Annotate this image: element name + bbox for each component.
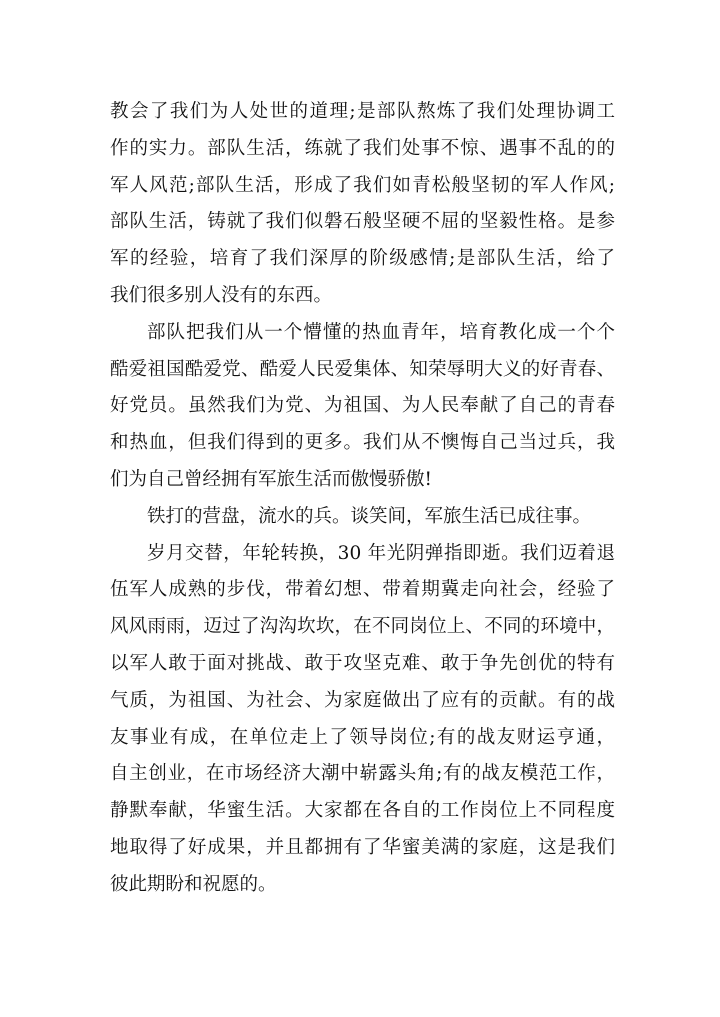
text-line: 军的经验，培育了我们深厚的阶级感情;是部队生活，给了 bbox=[110, 248, 615, 270]
text-line: 我们很多别人没有的东西。 bbox=[110, 284, 333, 306]
text-line: 铁打的营盘，流水的兵。谈笑间，军旅生活已成往事。 bbox=[147, 505, 592, 527]
text-line: 部队把我们从一个懵懂的热血青年，培育教化成一个个 bbox=[147, 321, 615, 343]
text-line: 伍军人成熟的步伐，带着幻想、带着期冀走向社会，经验了 bbox=[110, 579, 615, 601]
text-line: 风风雨雨，迈过了沟沟坎坎，在不同岗位上、不同的环境中， bbox=[110, 616, 615, 638]
document-body bbox=[110, 94, 615, 904]
text-line: 部队生活，铸就了我们似磐石般坚硬不屈的坚毅性格。是参 bbox=[110, 211, 615, 233]
text-line: 岁月交替，年轮转换，30 年光阴弹指即逝。我们迈着退 bbox=[147, 542, 615, 564]
text-line: 和热血，但我们得到的更多。我们从不懊悔自己当过兵，我 bbox=[110, 432, 615, 454]
text-line: 作的实力。部队生活，练就了我们处事不惊、遇事不乱的的 bbox=[110, 137, 615, 159]
paragraph-4 bbox=[110, 536, 615, 904]
text-line: 好党员。虽然我们为党、为祖国、为人民奉献了自己的青春 bbox=[110, 395, 615, 417]
text-line: 以军人敢于面对挑战、敢于攻坚克难、敢于争先创优的特有 bbox=[110, 652, 615, 674]
text-line: 教会了我们为人处世的道理;是部队熬炼了我们处理协调工 bbox=[110, 101, 615, 122]
text-line: 气质，为祖国、为社会、为家庭做出了应有的贡献。有的战 bbox=[110, 689, 615, 711]
text-line: 彼此期盼和祝愿的。 bbox=[110, 873, 277, 895]
text-line: 自主创业，在市场经济大潮中崭露头角;有的战友模范工作， bbox=[110, 763, 615, 785]
text-line: 们为自己曾经拥有军旅生活而傲慢骄傲! bbox=[110, 468, 432, 490]
text-line: 静默奉献，华蜜生活。大家都在各自的工作岗位上不同程度 bbox=[110, 800, 615, 822]
text-line: 酷爱祖国酷爱党、酷爱人民爱集体、知荣辱明大义的好青春、 bbox=[110, 358, 615, 380]
text-line: 地取得了好成果，并且都拥有了华蜜美满的家庭，这是我们 bbox=[110, 836, 615, 858]
text-line: 友事业有成，在单位走上了领导岗位;有的战友财运亨通， bbox=[110, 726, 615, 748]
text-line: 军人风范;部队生活，形成了我们如青松般坚韧的军人作风; bbox=[110, 174, 615, 196]
paragraph-3 bbox=[110, 499, 615, 536]
paragraph-2 bbox=[110, 315, 615, 499]
paragraph-1 bbox=[110, 94, 615, 315]
